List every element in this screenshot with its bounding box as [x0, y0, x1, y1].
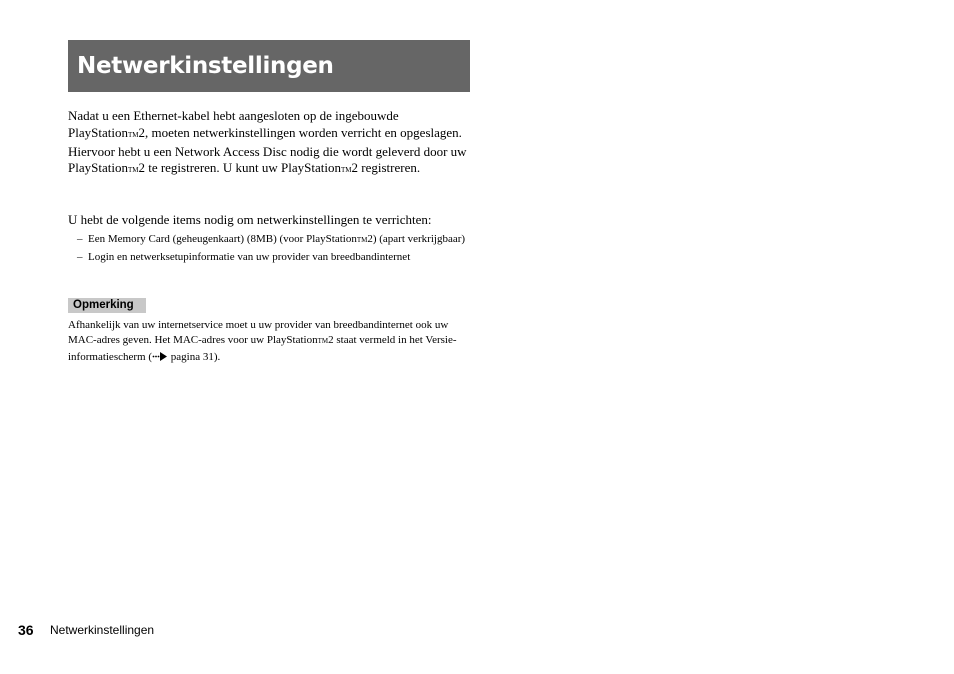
list-item-text: Login en netwerksetupinformatie van uw provider van breedbandinternet [88, 251, 411, 263]
requirements-list [68, 232, 468, 267]
intro-paragraph [68, 108, 478, 179]
trademark-mark: TM [317, 337, 329, 346]
intro-text-2: 2, moeten netwerkinstellingen worden verricht en opgeslagen. Hiervoor hebt u een Network Access Disc nodig die wordt geleverd door uw PlayStation [68, 124, 467, 176]
list-item-text: 2) (apart verkrijgbaar) [367, 233, 466, 245]
requirements-lead: U hebt de volgende items nodig om netwerkinstellingen te verrichten: [68, 212, 432, 227]
list-item [68, 250, 468, 265]
note-text-2: 2 staat vermeld in het Versie-informatiescherm ( [68, 334, 457, 363]
trademark-mark: TM [127, 130, 139, 139]
page-title: Netwerkinstellingen [77, 53, 334, 79]
list-dash: – [77, 251, 83, 263]
list-dash: – [77, 233, 83, 245]
trademark-mark: TM [341, 166, 352, 175]
note-text-3: pagina 31). [168, 350, 221, 363]
note-paragraph [68, 318, 478, 365]
intro-text-3: 2 te registreren. U kunt uw PlayStation [138, 160, 342, 176]
list-item [68, 232, 468, 248]
list-item-text: Een Memory Card (geheugenkaart) (8MB) (voor PlayStation [88, 233, 357, 245]
intro-text-1: Nadat u een Ethernet-kabel hebt aangesloten op de ingebouwde PlayStation [68, 108, 399, 140]
title-bar [68, 40, 470, 92]
intro-text-4: 2 registreren. [351, 160, 421, 176]
trademark-mark: TM [356, 236, 368, 244]
trademark-mark: TM [127, 166, 139, 175]
note-label: Opmerking [68, 298, 146, 313]
arrow-right-icon [152, 352, 168, 361]
page-number: 36 [18, 622, 34, 638]
note-text-1: Afhankelijk van uw internetservice moet u uw provider van breedbandinternet ook uw MAC-adres geven. Het MAC-adres voor uw PlayStation [68, 319, 449, 347]
footer-section-title: Netwerkinstellingen [50, 623, 155, 637]
